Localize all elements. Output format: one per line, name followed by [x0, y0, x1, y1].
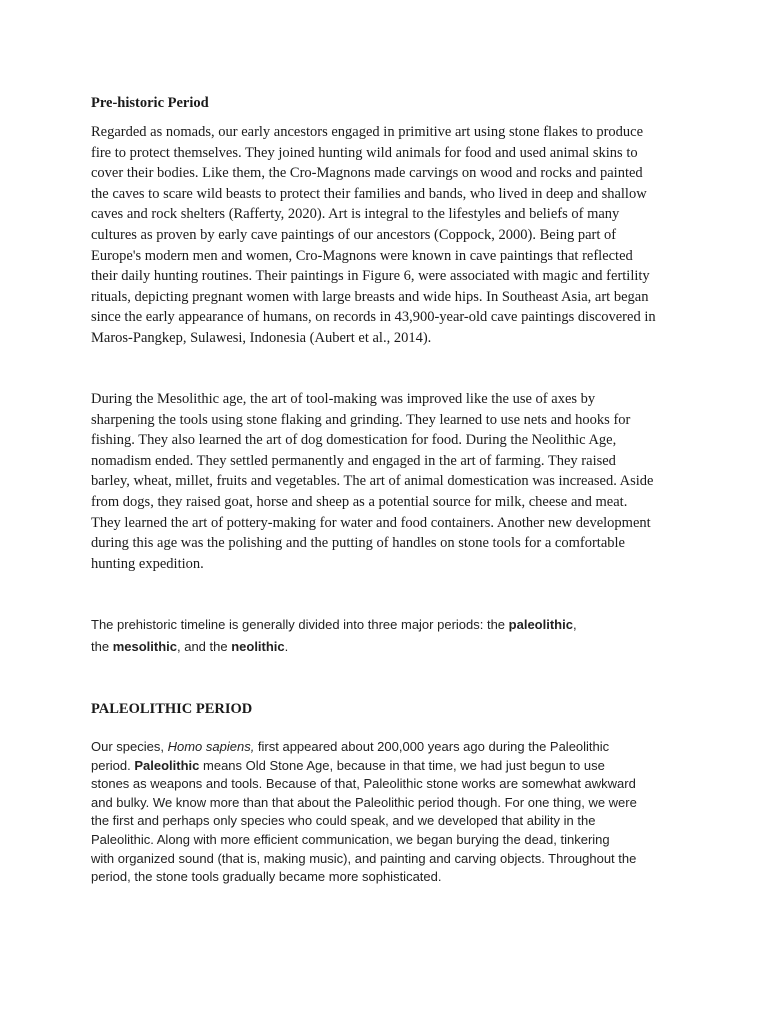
text-line: nomadism ended. They settled permanently and engaged in the art of farming. They raised [91, 452, 616, 469]
term-paleolithic: paleolithic [508, 617, 573, 632]
text-line: from dogs, they raised goat, horse and sheep as a potential source for milk, cheese and meat. [91, 493, 628, 510]
text-line: rituals, depicting pregnant women with large breasts and wide hips. In Southeast Asia, art began [91, 288, 649, 305]
text-line: barley, wheat, millet, fruits and vegetables. The art of animal domestication was increased. Aside [91, 473, 654, 490]
text-line: and bulky. We know more than that about the Paleolithic period though. For one thing, we were [91, 794, 637, 810]
text-line: sharpening the tools using stone flaking and grinding. They learned to use nets and hooks for [91, 411, 631, 428]
text-line: Regarded as nomads, our early ancestors engaged in primitive art using stone flakes to produce [91, 124, 644, 140]
paragraph-paleolithic [91, 738, 681, 887]
text-line: the first and perhaps only species who could speak, and we developed that ability in the [91, 813, 596, 829]
text-line: They learned the art of pottery-making for water and food containers. Another new development [91, 514, 651, 531]
text-line: caves and rock shelters (Rafferty, 2020). Art is integral to the lifestyles and beliefs of many [91, 206, 620, 223]
text-line: period, the stone tools gradually became more sophisticated. [91, 869, 442, 885]
text-run: first appeared about 200,000 years ago during the Paleolithic [254, 739, 610, 754]
species-name: Homo sapiens, [167, 739, 255, 754]
text-run: means Old Stone Age, because in that time, we had just begun to use [199, 757, 605, 773]
text-run: . [284, 639, 289, 654]
text-run: , [572, 617, 577, 632]
text-line: Maros-Pangkep, Sulawesi, Indonesia (Aubert et al., 2014). [91, 329, 432, 346]
section-heading-prehistoric: Pre-historic Period [91, 95, 209, 111]
text-line: during this age was the polishing and the putting of handles on stone tools for a comfortable [91, 535, 625, 552]
text-run: the [91, 639, 113, 654]
paragraph-prehistoric-1 [91, 122, 681, 349]
text-run: The prehistoric timeline is generally divided into three major periods: the [91, 617, 509, 632]
text-line: cultures as proven by early cave paintings of our ancestors (Coppock, 2000). Being part of [91, 226, 617, 243]
term-paleolithic: Paleolithic [134, 757, 200, 773]
text-run: , and the [176, 639, 232, 654]
text-line: cover their bodies. Like them, the Cro-Magnons made carvings on wood and rocks and painted [91, 165, 643, 182]
text-line: During the Mesolithic age, the art of tool-making was improved like the use of axes by [91, 391, 596, 407]
term-neolithic: neolithic [231, 639, 285, 654]
section-heading-paleolithic: PALEOLITHIC PERIOD [91, 701, 253, 717]
text-run: Our species, [91, 739, 168, 754]
text-line [91, 614, 681, 636]
text-line: since the early appearance of humans, on records in 43,900-year-old cave paintings discovered in [91, 309, 656, 326]
text-line: hunting expedition. [91, 555, 204, 572]
term-mesolithic: mesolithic [112, 639, 177, 654]
text-line: the caves to scare wild beasts to protect their families and bands, who lived in deep and shallow [91, 185, 647, 202]
text-line [91, 636, 681, 658]
text-line: stones as weapons and tools. Because of that, Paleolithic stone works are somewhat awkward [91, 776, 636, 792]
text-line: fishing. They also learned the art of dog domestication for food. During the Neolithic Age, [91, 432, 617, 449]
text-line [91, 757, 681, 776]
text-line: Paleolithic. Along with more efficient communication, we began burying the dead, tinkering [91, 831, 610, 847]
text-line [91, 738, 681, 757]
text-line: their daily hunting routines. Their paintings in Figure 6, were associated with magic and fertility [91, 268, 650, 285]
text-run: period. [91, 757, 135, 773]
paragraph-prehistoric-2 [91, 389, 681, 574]
text-line: fire to protect themselves. They joined hunting wild animals for food and used animal skins to [91, 144, 638, 161]
paragraph-timeline [91, 614, 681, 658]
text-line: with organized sound (that is, making music), and painting and carving objects. Throughout the [91, 850, 637, 866]
text-line: Europe's modern men and women, Cro-Magnons were known in cave paintings that reflected [91, 247, 633, 264]
